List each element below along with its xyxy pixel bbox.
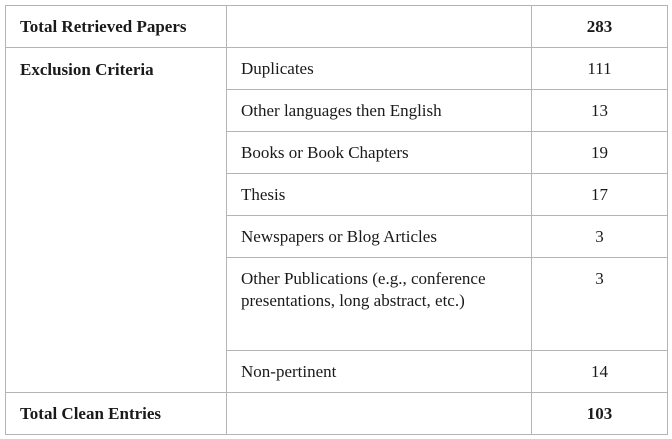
criterion-cell: Other Publications (e.g., conference presentations, long abstract, etc.)	[227, 258, 532, 351]
criterion-value: 13	[532, 90, 668, 132]
table-row-total-retrieved	[6, 6, 668, 48]
criterion-cell: Non-pertinent	[227, 351, 532, 393]
criterion-value: 111	[532, 48, 668, 90]
total-clean-label: Total Clean Entries	[6, 393, 227, 435]
criterion-cell: Thesis	[227, 174, 532, 216]
total-retrieved-label: Total Retrieved Papers	[6, 6, 227, 48]
empty-cell	[227, 6, 532, 48]
criterion-cell: Newspapers or Blog Articles	[227, 216, 532, 258]
criterion-value: 3	[532, 258, 668, 351]
empty-cell	[227, 393, 532, 435]
criterion-cell: Duplicates	[227, 48, 532, 90]
table-row	[6, 48, 668, 90]
total-retrieved-value: 283	[532, 6, 668, 48]
criterion-value: 17	[532, 174, 668, 216]
paper-selection-table	[5, 5, 668, 435]
criterion-cell: Books or Book Chapters	[227, 132, 532, 174]
total-clean-value: 103	[532, 393, 668, 435]
criterion-cell: Other languages then English	[227, 90, 532, 132]
criterion-value: 14	[532, 351, 668, 393]
exclusion-criteria-label: Exclusion Criteria	[6, 48, 227, 393]
criterion-value: 19	[532, 132, 668, 174]
table-row-total-clean	[6, 393, 668, 435]
criterion-value: 3	[532, 216, 668, 258]
